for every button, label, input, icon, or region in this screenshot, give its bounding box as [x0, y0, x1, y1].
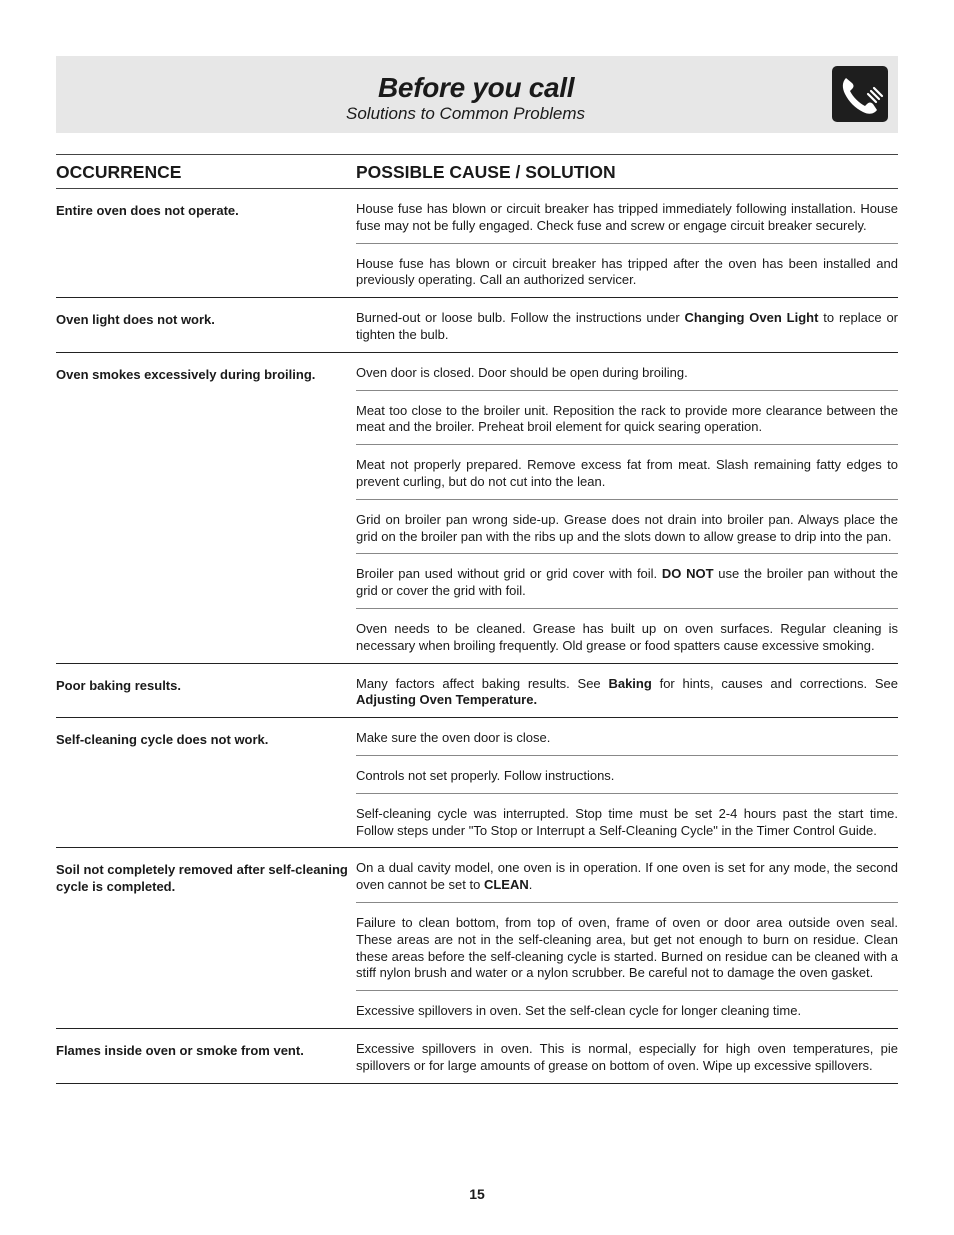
table-row	[56, 189, 898, 298]
solution-item	[356, 848, 898, 903]
solution-item	[356, 244, 898, 298]
page-title: Before you call	[378, 72, 575, 103]
solution-text: Broiler pan used without grid or grid cover with foil.	[356, 566, 662, 582]
solution-item	[356, 445, 898, 500]
solutions-cell	[356, 664, 898, 718]
solution-item	[356, 298, 898, 352]
occurrence-cell: Oven smokes excessively during broiling.	[56, 366, 316, 382]
solution-text: for hints, causes and corrections. See	[651, 675, 898, 691]
page-header	[56, 56, 898, 133]
solution-text: Meat too close to the broiler unit. Reposition the rack to provide more clearance between the meat and the broiler. Preheat broil element for quick searing operation.	[356, 402, 898, 435]
solutions-cell	[356, 189, 898, 297]
table-row	[56, 298, 898, 353]
solution-text: Excessive spillovers in oven. Set the self-clean cycle for longer cleaning time.	[356, 1003, 802, 1019]
solution-text: Oven needs to be cleaned. Grease has built up on oven surfaces. Regular cleaning is necessary when broiling frequently. Old grease or food spatters cause excessive smoking.	[356, 620, 898, 653]
solution-item	[356, 718, 898, 756]
solution-text: Meat not properly prepared. Remove excess fat from meat. Slash remaining fatty edges to prevent curling, but do not cut into the lean.	[356, 457, 898, 489]
solution-emphasis: DO NOT	[661, 566, 714, 582]
solution-item	[356, 794, 898, 848]
solutions-cell	[356, 1029, 898, 1083]
solution-text: to replace or tighten the bulb.	[356, 310, 899, 342]
table-row	[56, 718, 898, 848]
occurrence-cell: Poor baking results.	[56, 677, 181, 693]
solution-text: Many factors affect baking results. See	[356, 675, 609, 691]
solution-item	[356, 353, 898, 391]
solution-item	[356, 1029, 898, 1083]
solution-text: Make sure the oven door is close.	[356, 730, 551, 746]
solution-text: Excessive spillovers in oven. This is normal, especially for high oven temperatures, pie spillovers or for large amounts of grease on bottom of oven. Wipe up excessive spillovers.	[356, 1040, 898, 1073]
solution-text: On a dual cavity model, one oven is in operation. If one oven is set for any mode, the second oven cannot be set to	[356, 860, 898, 893]
troubleshooting-table	[56, 189, 898, 1084]
solution-text: Oven door is closed. Door should be open during broiling.	[356, 364, 688, 380]
page-subtitle: Solutions to Common Problems	[346, 104, 586, 123]
solution-item	[356, 756, 898, 794]
occurrence-cell: Entire oven does not operate.	[56, 203, 239, 218]
table-row	[56, 353, 898, 664]
solution-item	[356, 500, 898, 555]
table-row	[56, 664, 898, 719]
solution-item	[356, 391, 898, 446]
solution-text: Failure to clean bottom, from top of oven, frame of oven or door area outside oven seal. These areas are not in the self-cleaning area, but get not enough to burn on residue. Clean these areas before the self-cleaning cycle is started. Burned on residue can be cleaned with a stiff nylon brush and water or a nylon scrubber. Be careful not to damage the oven gasket.	[356, 914, 898, 981]
solution-text: Grid on broiler pan wrong side-up. Grease does not drain into broiler pan. Always place the grid on the broiler pan with the ribs up and the slots down to allow grease to drip into the pan.	[356, 511, 898, 544]
solution-text: Burned-out or loose bulb. Follow the instructions under	[356, 310, 685, 326]
occurrence-cell: Self-cleaning cycle does not work.	[56, 732, 269, 748]
solution-emphasis: Changing Oven Light	[684, 310, 819, 326]
solution-item	[356, 609, 898, 663]
table-top-rule	[56, 154, 898, 155]
solution-text: .	[528, 877, 533, 893]
solution-emphasis: Baking	[608, 675, 652, 691]
solutions-cell	[356, 298, 898, 352]
solution-text: Controls not set properly. Follow instructions.	[356, 767, 615, 783]
solution-text: use the broiler pan without the grid or cover the grid with foil.	[356, 566, 898, 599]
solutions-cell	[356, 718, 898, 847]
solution-text: Self-cleaning cycle was interrupted. Stop time must be set 2-4 hours past the start time. Follow steps under "To Stop or Interrupt a Self-Cleaning Cycle" in the Timer Control Guide.	[356, 805, 898, 838]
solution-text: House fuse has blown or circuit breaker has tripped after the oven has been installed and previously operating. Call an authorized servicer.	[356, 255, 898, 288]
column-header-solution: POSSIBLE CAUSE / SOLUTION	[356, 162, 616, 182]
solutions-cell	[356, 353, 898, 663]
solution-text: House fuse has blown or circuit breaker has tripped immediately following installation. House fuse may not be fully engaged. Check fuse and screw or engage circuit breaker securely.	[356, 201, 898, 233]
solution-item	[356, 189, 898, 244]
occurrence-cell: Flames inside oven or smoke from vent.	[56, 1042, 304, 1058]
solution-item	[356, 903, 898, 991]
phone-icon	[832, 66, 888, 122]
page-number: 15	[469, 1186, 485, 1202]
solution-item	[356, 664, 898, 718]
table-row	[56, 848, 898, 1029]
solutions-cell	[356, 848, 898, 1028]
solution-item	[356, 991, 898, 1028]
solution-emphasis: Adjusting Oven Temperature.	[356, 692, 538, 708]
solution-item	[356, 554, 898, 609]
occurrence-cell: Soil not completely removed after self-cleaning cycle is completed.	[56, 862, 348, 895]
solution-emphasis: CLEAN	[483, 877, 529, 893]
column-header-occurrence: OCCURRENCE	[56, 162, 182, 182]
table-row	[56, 1029, 898, 1084]
occurrence-cell: Oven light does not work.	[56, 312, 215, 328]
